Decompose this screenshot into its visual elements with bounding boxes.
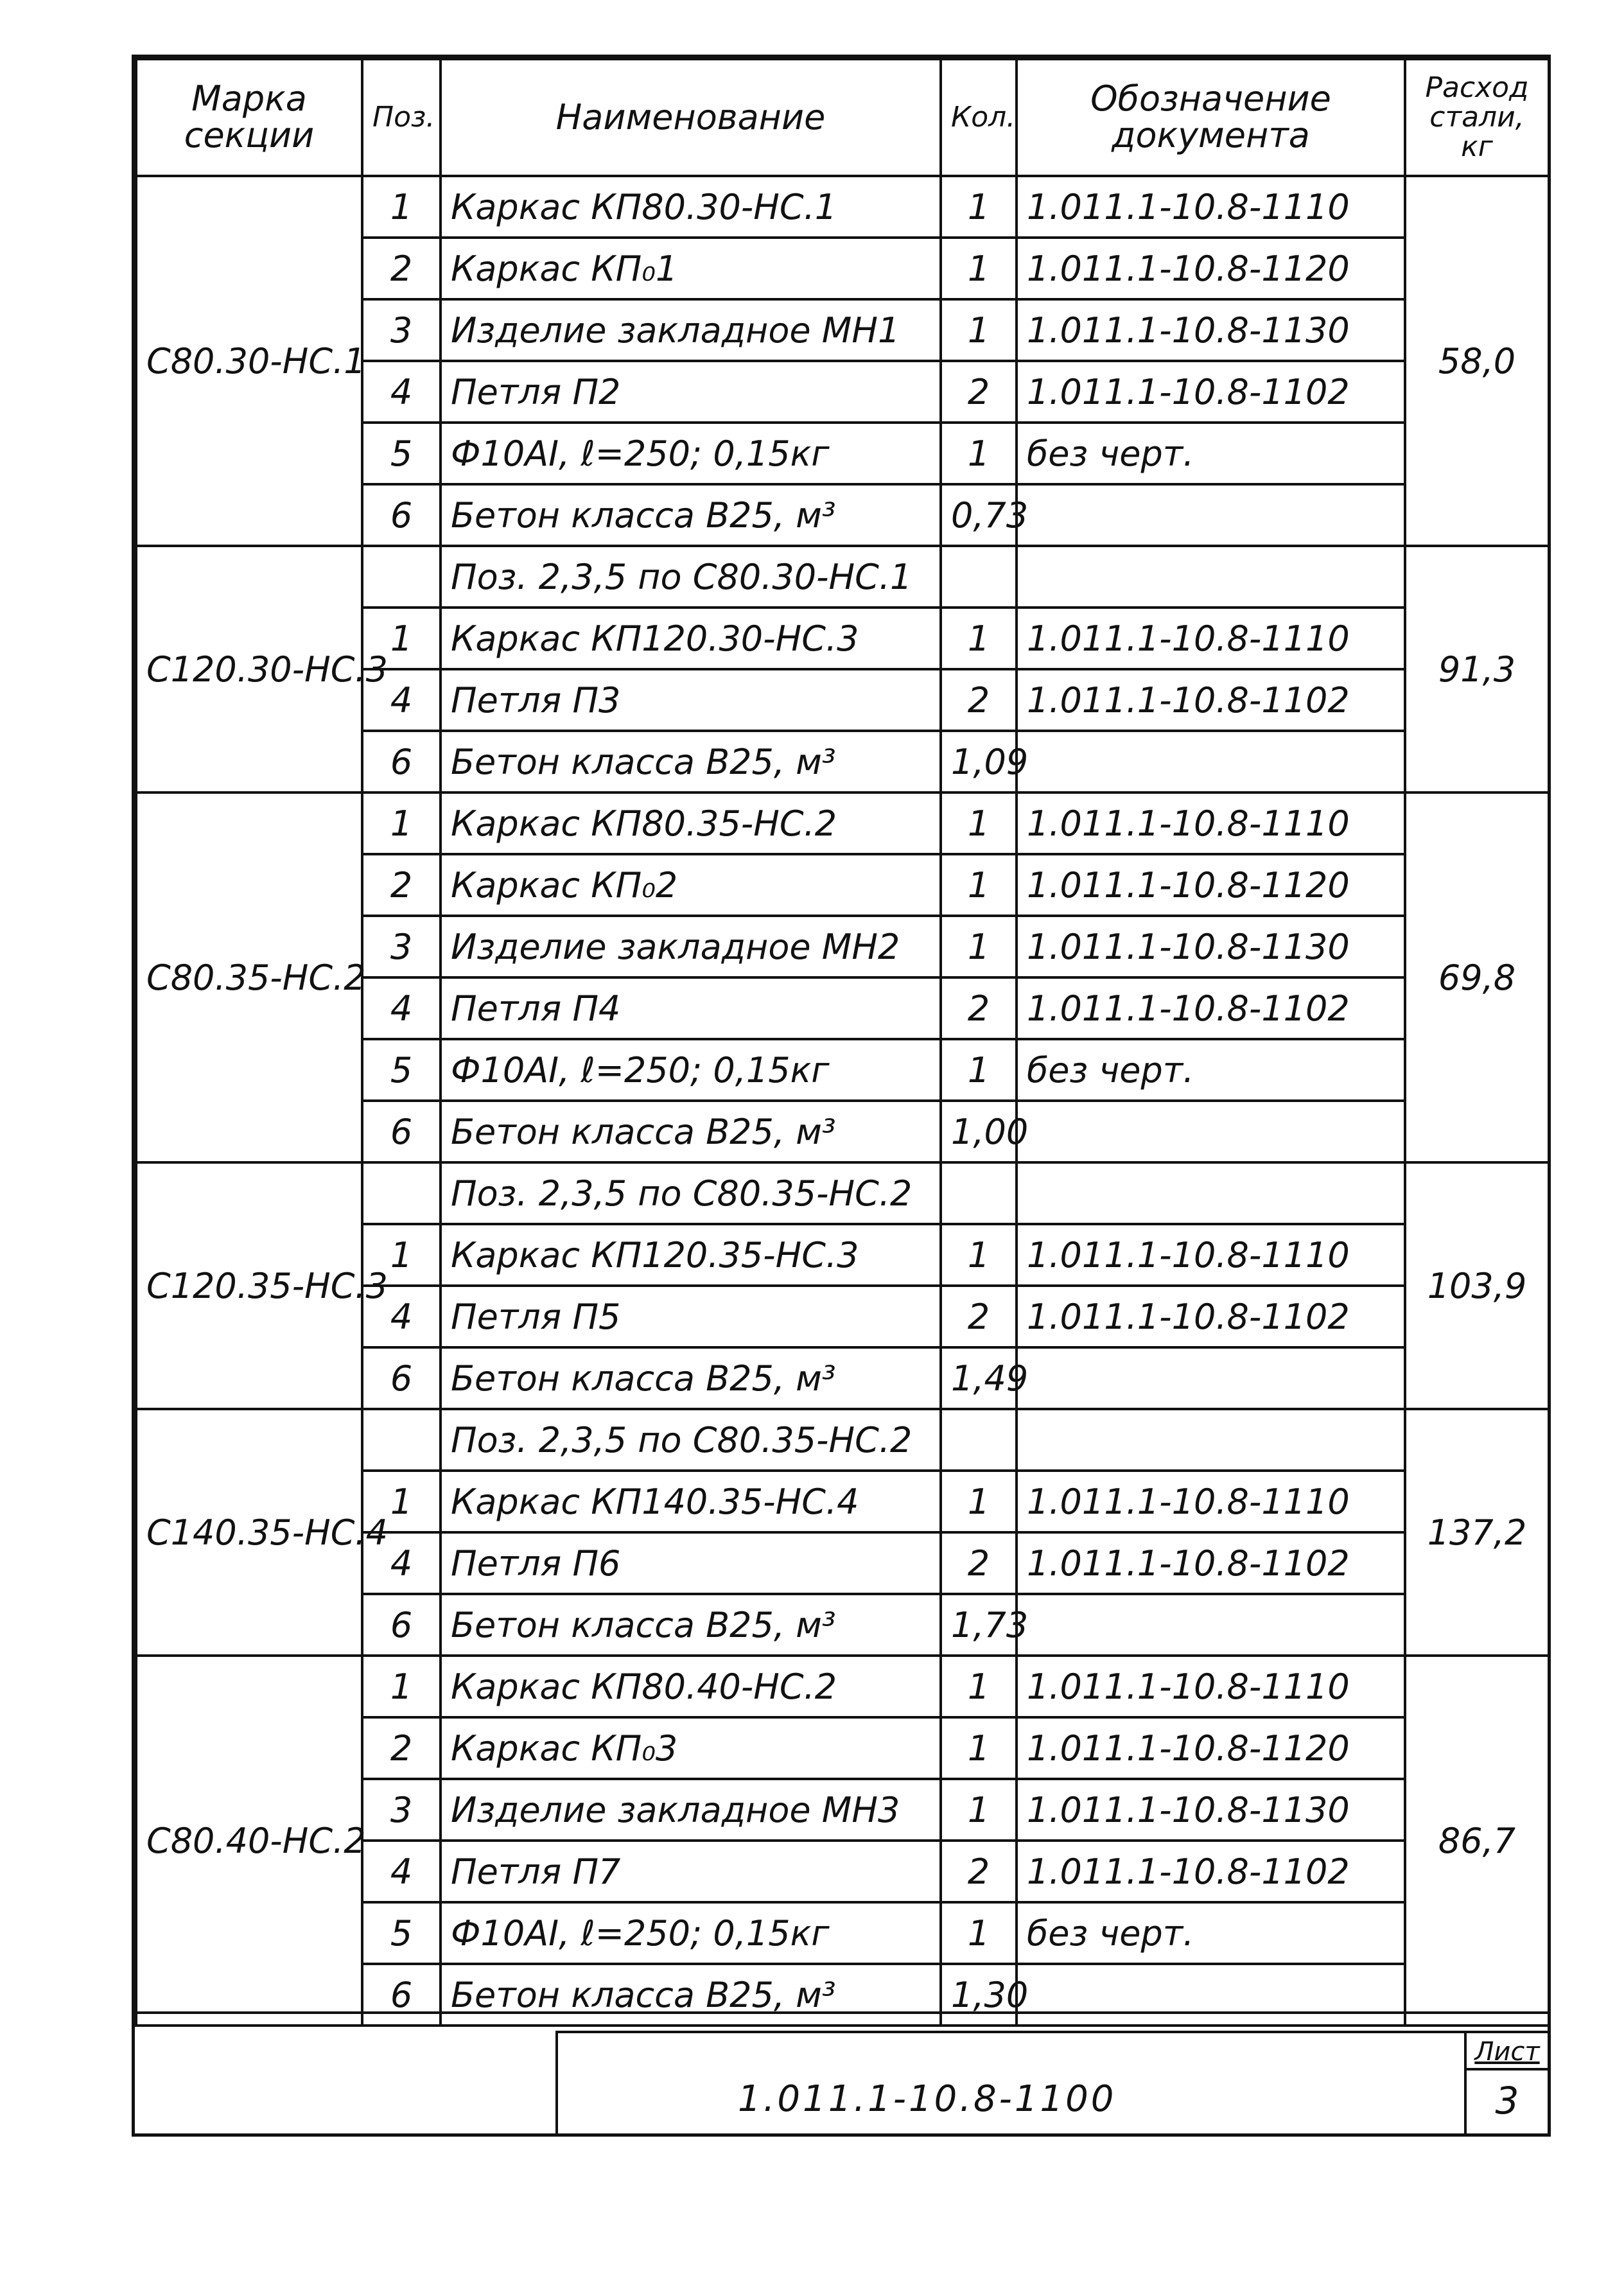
quantity-cell: 1 <box>941 916 1017 977</box>
position-cell: 1 <box>362 608 441 669</box>
quantity-cell: 1 <box>941 1902 1017 1964</box>
quantity-cell <box>941 1409 1017 1471</box>
section-mark: С120.35-НС.3 <box>136 1162 362 1409</box>
document-cell: 1.011.1-10.8-1120 <box>1017 854 1405 916</box>
quantity-cell: 1,49 <box>941 1347 1017 1409</box>
quantity-cell: 1,30 <box>941 1964 1017 2026</box>
sheet-number: 3 <box>1495 2079 1519 2123</box>
item-name-cell: Бетон класса В25, м³ <box>441 1347 941 1409</box>
position-cell: 6 <box>362 731 441 792</box>
position-cell <box>362 1409 441 1471</box>
table-header-row <box>136 59 1549 176</box>
item-name-cell: Петля П4 <box>441 977 941 1039</box>
document-cell: 1.011.1-10.8-1102 <box>1017 669 1405 731</box>
document-cell: 1.011.1-10.8-1120 <box>1017 238 1405 299</box>
quantity-cell: 2 <box>941 1532 1017 1594</box>
specification-sheet <box>132 55 1551 2137</box>
document-cell: 1.011.1-10.8-1110 <box>1017 792 1405 854</box>
steel-mass-cell: 91,3 <box>1405 546 1549 792</box>
item-name-cell: Петля П7 <box>441 1841 941 1902</box>
item-name-cell: Бетон класса В25, м³ <box>441 1101 941 1162</box>
item-name-cell: Поз. 2,3,5 по С80.35-НС.2 <box>441 1409 941 1471</box>
steel-mass-cell: 69,8 <box>1405 792 1549 1162</box>
document-cell: 1.011.1-10.8-1110 <box>1017 1471 1405 1532</box>
quantity-cell: 1 <box>941 1471 1017 1532</box>
position-cell: 2 <box>362 238 441 299</box>
title-block <box>135 2011 1548 2133</box>
section-mark: С140.35-НС.4 <box>136 1409 362 1656</box>
position-cell: 1 <box>362 1656 441 1717</box>
quantity-cell: 1,73 <box>941 1594 1017 1656</box>
position-cell: 3 <box>362 299 441 361</box>
item-name-cell: Каркас КП120.35-НС.3 <box>441 1224 941 1286</box>
document-cell: 1.011.1-10.8-1130 <box>1017 916 1405 977</box>
quantity-cell: 1 <box>941 608 1017 669</box>
item-name-cell: Каркас КП₀2 <box>441 854 941 916</box>
item-name-cell: Изделие закладное МН3 <box>441 1779 941 1841</box>
position-cell: 4 <box>362 669 441 731</box>
document-cell: 1.011.1-10.8-1110 <box>1017 176 1405 238</box>
steel-mass-cell: 86,7 <box>1405 1656 1549 2026</box>
quantity-cell: 1,09 <box>941 731 1017 792</box>
quantity-cell: 1 <box>941 1779 1017 1841</box>
position-cell: 4 <box>362 361 441 423</box>
table-row <box>136 792 1549 854</box>
position-cell: 1 <box>362 176 441 238</box>
quantity-cell: 2 <box>941 669 1017 731</box>
quantity-cell: 1 <box>941 176 1017 238</box>
section-mark: С80.40-НС.2 <box>136 1656 362 2026</box>
steel-mass-cell: 103,9 <box>1405 1162 1549 1409</box>
quantity-cell <box>941 1162 1017 1224</box>
document-cell <box>1017 1594 1405 1656</box>
item-name-cell: Петля П6 <box>441 1532 941 1594</box>
item-name-cell: Бетон класса В25, м³ <box>441 731 941 792</box>
document-cell <box>1017 546 1405 608</box>
document-cell <box>1017 1347 1405 1409</box>
item-name-cell: Каркас КП₀3 <box>441 1717 941 1779</box>
quantity-cell: 2 <box>941 361 1017 423</box>
document-cell <box>1017 731 1405 792</box>
position-cell <box>362 1162 441 1224</box>
header-name: Наименование <box>441 59 941 176</box>
table-row <box>136 546 1549 608</box>
quantity-cell: 1 <box>941 1224 1017 1286</box>
quantity-cell: 1 <box>941 299 1017 361</box>
position-cell: 6 <box>362 1964 441 2026</box>
position-cell: 1 <box>362 1471 441 1532</box>
item-name-cell: Ф10АI, ℓ=250; 0,15кг <box>441 423 941 484</box>
document-cell: 1.011.1-10.8-1110 <box>1017 1224 1405 1286</box>
document-cell: 1.011.1-10.8-1110 <box>1017 1656 1405 1717</box>
item-name-cell: Петля П2 <box>441 361 941 423</box>
item-name-cell: Поз. 2,3,5 по С80.35-НС.2 <box>441 1162 941 1224</box>
document-cell: 1.011.1-10.8-1102 <box>1017 1532 1405 1594</box>
position-cell <box>362 546 441 608</box>
quantity-cell: 1 <box>941 854 1017 916</box>
table-row <box>136 1409 1549 1471</box>
quantity-cell: 1,00 <box>941 1101 1017 1162</box>
document-cell: 1.011.1-10.8-1102 <box>1017 977 1405 1039</box>
position-cell: 5 <box>362 1902 441 1964</box>
position-cell: 4 <box>362 1841 441 1902</box>
table-row <box>136 1162 1549 1224</box>
section-mark: С80.30-НС.1 <box>136 176 362 546</box>
item-name-cell: Каркас КП₀1 <box>441 238 941 299</box>
item-name-cell: Ф10АI, ℓ=250; 0,15кг <box>441 1039 941 1101</box>
item-name-cell: Каркас КП80.30-НС.1 <box>441 176 941 238</box>
quantity-cell <box>941 546 1017 608</box>
steel-mass-cell: 58,0 <box>1405 176 1549 546</box>
document-cell: 1.011.1-10.8-1102 <box>1017 361 1405 423</box>
position-cell: 3 <box>362 916 441 977</box>
document-cell <box>1017 1409 1405 1471</box>
item-name-cell: Каркас КП80.40-НС.2 <box>441 1656 941 1717</box>
position-cell: 6 <box>362 1101 441 1162</box>
document-cell <box>1017 484 1405 546</box>
steel-mass-cell: 137,2 <box>1405 1409 1549 1656</box>
item-name-cell: Изделие закладное МН1 <box>441 299 941 361</box>
position-cell: 2 <box>362 1717 441 1779</box>
sheet-label: Лист <box>1467 2033 1548 2070</box>
document-cell: 1.011.1-10.8-1120 <box>1017 1717 1405 1779</box>
document-cell: 1.011.1-10.8-1130 <box>1017 299 1405 361</box>
section-mark: С80.35-НС.2 <box>136 792 362 1162</box>
document-cell: без черт. <box>1017 1039 1405 1101</box>
position-cell: 3 <box>362 1779 441 1841</box>
header-qty: Кол. <box>941 59 1017 176</box>
quantity-cell: 2 <box>941 1841 1017 1902</box>
position-cell: 6 <box>362 1347 441 1409</box>
item-name-cell: Бетон класса В25, м³ <box>441 1594 941 1656</box>
document-cell: 1.011.1-10.8-1110 <box>1017 608 1405 669</box>
item-name-cell: Петля П5 <box>441 1286 941 1347</box>
section-mark: С120.30-НС.3 <box>136 546 362 792</box>
position-cell: 5 <box>362 1039 441 1101</box>
position-cell: 5 <box>362 423 441 484</box>
item-name-cell: Каркас КП80.35-НС.2 <box>441 792 941 854</box>
document-cell: 1.011.1-10.8-1102 <box>1017 1286 1405 1347</box>
quantity-cell: 1 <box>941 792 1017 854</box>
position-cell: 4 <box>362 977 441 1039</box>
header-mass: Расход стали, кг <box>1405 59 1549 176</box>
quantity-cell: 2 <box>941 1286 1017 1347</box>
quantity-cell: 2 <box>941 977 1017 1039</box>
document-cell: без черт. <box>1017 423 1405 484</box>
header-mark: Марка секции <box>136 59 362 176</box>
document-cell <box>1017 1101 1405 1162</box>
item-name-cell: Изделие закладное МН2 <box>441 916 941 977</box>
item-name-cell: Бетон класса В25, м³ <box>441 484 941 546</box>
stamp <box>555 2031 1548 2133</box>
header-doc: Обозначение документа <box>1017 59 1405 176</box>
quantity-cell: 0,73 <box>941 484 1017 546</box>
position-cell: 6 <box>362 484 441 546</box>
document-cell: без черт. <box>1017 1902 1405 1964</box>
position-cell: 1 <box>362 1224 441 1286</box>
document-cell: 1.011.1-10.8-1102 <box>1017 1841 1405 1902</box>
position-cell: 4 <box>362 1532 441 1594</box>
position-cell: 4 <box>362 1286 441 1347</box>
quantity-cell: 1 <box>941 423 1017 484</box>
item-name-cell: Ф10АI, ℓ=250; 0,15кг <box>441 1902 941 1964</box>
position-cell: 1 <box>362 792 441 854</box>
table-row <box>136 1656 1549 1717</box>
specification-body <box>136 176 1549 2026</box>
quantity-cell: 1 <box>941 238 1017 299</box>
quantity-cell: 1 <box>941 1656 1017 1717</box>
document-cell <box>1017 1162 1405 1224</box>
sheet-cell <box>1464 2033 1548 2133</box>
specification-table <box>135 58 1550 2027</box>
item-name-cell: Поз. 2,3,5 по С80.30-НС.1 <box>441 546 941 608</box>
header-pos: Поз. <box>362 59 441 176</box>
item-name-cell: Каркас КП140.35-НС.4 <box>441 1471 941 1532</box>
item-name-cell: Каркас КП120.30-НС.3 <box>441 608 941 669</box>
quantity-cell: 1 <box>941 1717 1017 1779</box>
item-name-cell: Бетон класса В25, м³ <box>441 1964 941 2026</box>
quantity-cell: 1 <box>941 1039 1017 1101</box>
position-cell: 6 <box>362 1594 441 1656</box>
item-name-cell: Петля П3 <box>441 669 941 731</box>
table-row <box>136 176 1549 238</box>
document-designation: 1.011.1-10.8-1100 <box>738 2078 1117 2120</box>
document-cell: 1.011.1-10.8-1130 <box>1017 1779 1405 1841</box>
position-cell: 2 <box>362 854 441 916</box>
